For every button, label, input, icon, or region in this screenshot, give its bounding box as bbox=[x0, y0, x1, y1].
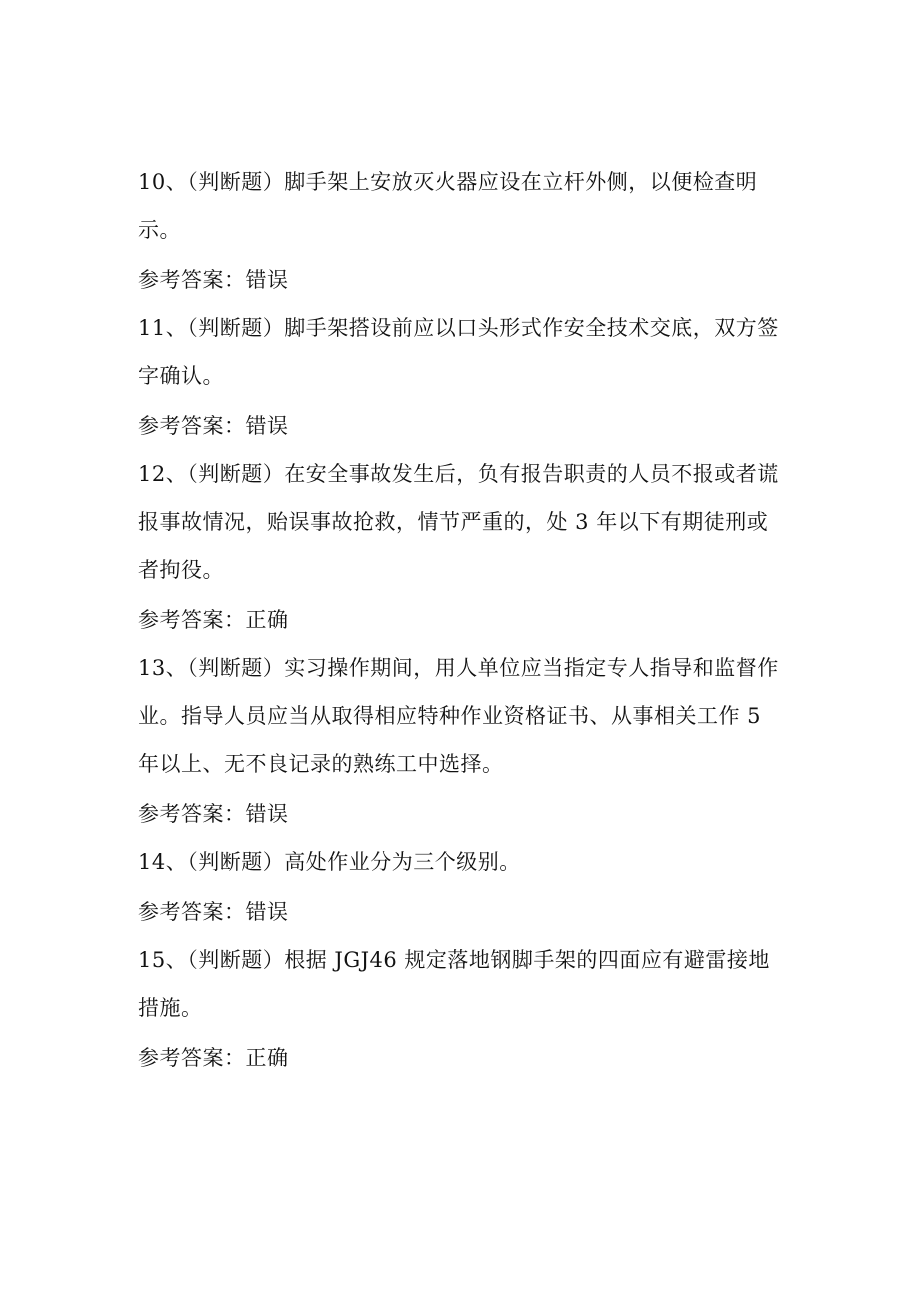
question-text: 15、（判断题）根据 JGJ46 规定落地钢脚手架的四面应有避雷接地措施。 bbox=[138, 948, 770, 1020]
answer-text: 参考答案：错误 bbox=[138, 802, 289, 826]
question-block-13 bbox=[138, 644, 788, 838]
question-block-10 bbox=[138, 158, 788, 304]
answer-text: 参考答案：错误 bbox=[138, 414, 289, 438]
question-text: 10、（判断题）脚手架上安放灭火器应设在立杆外侧，以便检查明示。 bbox=[138, 170, 758, 242]
answer-text: 参考答案：错误 bbox=[138, 900, 289, 924]
question-text: 14、（判断题）高处作业分为三个级别。 bbox=[138, 850, 521, 874]
question-block-12 bbox=[138, 450, 788, 644]
answer-text: 参考答案：正确 bbox=[138, 608, 289, 632]
question-text: 11、（判断题）脚手架搭设前应以口头形式作安全技术交底，双方签字确认。 bbox=[138, 316, 779, 388]
answer-text: 参考答案：错误 bbox=[138, 268, 289, 292]
question-block-15 bbox=[138, 936, 788, 1082]
question-text: 13、（判断题）实习操作期间，用人单位应当指定专人指导和监督作业。指导人员应当从取得相应特种作业资格证书、从事相关工作 5 年以上、无不良记录的熟练工中选择。 bbox=[138, 656, 779, 776]
answer-text: 参考答案：正确 bbox=[138, 1046, 289, 1070]
document-page bbox=[138, 158, 788, 1082]
question-text: 12、（判断题）在安全事故发生后，负有报告职责的人员不报或者谎报事故情况，贻误事故抢救，情节严重的，处 3 年以下有期徒刑或者拘役。 bbox=[138, 462, 779, 582]
question-block-14 bbox=[138, 838, 788, 936]
question-block-11 bbox=[138, 304, 788, 450]
